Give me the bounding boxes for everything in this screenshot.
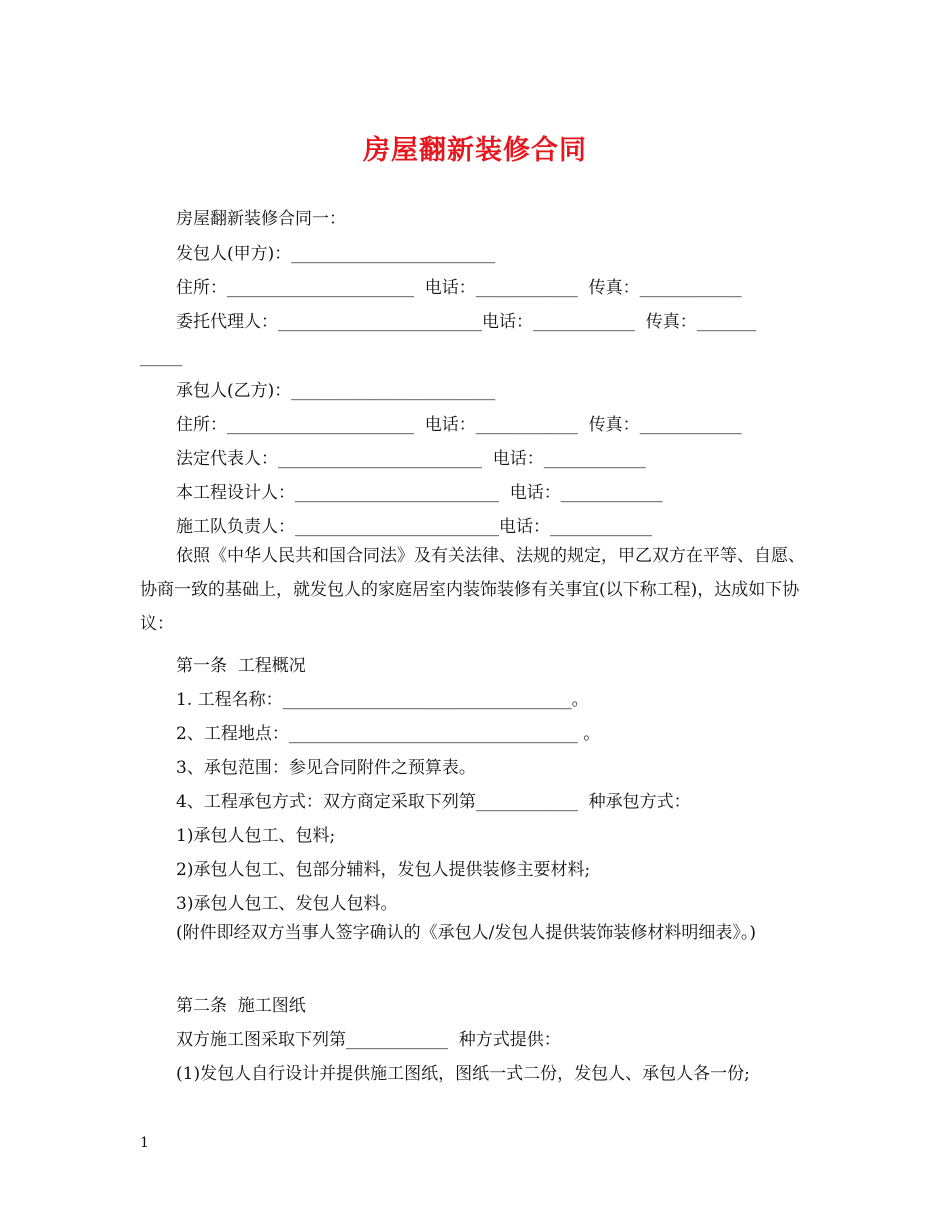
agent-line-continued: _____ (140, 347, 183, 367)
attachment-note: (附件即经双方当事人签字确认的《承包人/发包人提供装饰装修材料明细表》。) (176, 923, 756, 943)
item-project-name: 1. 工程名称：__________________________________。 (176, 690, 589, 710)
drawing-option-1: (1)发包人自行设计并提供施工图纸，图纸一式二份，发包人、承包人各一份; (176, 1064, 750, 1084)
party-b-line: 承包人(乙方)：________________________ (176, 381, 496, 401)
article-2-heading: 第二条 施工图纸 (176, 996, 306, 1016)
item-contract-method: 4、工程承包方式：双方商定采取下列第____________ 种承包方式： (176, 792, 691, 812)
intro-paragraph: 依照《中华人民共和国合同法》及有关法律、法规的规定，甲乙双方在平等、自愿、协商一致的基础上，就发包人的家庭居室内装饰装修有关事宜(以下称工程)，达成如下协议： (140, 546, 805, 634)
legal-rep-line: 法定代表人：________________________ 电话：____________ (176, 449, 646, 469)
drawing-method-line: 双方施工图采取下列第____________ 种方式提供： (176, 1030, 561, 1050)
item-project-location: 2、工程地点：__________________________________ 。 (176, 724, 601, 744)
party-a-line: 发包人(甲方)：________________________ (176, 244, 496, 264)
option-3: 3)承包人包工、发包人包料。 (176, 894, 398, 914)
agent-line: 委托代理人：________________________电话：____________ 传真：_______ (176, 312, 757, 332)
designer-line: 本工程设计人：________________________ 电话：____________ (176, 483, 663, 503)
party-b-address-line: 住所：______________________ 电话：____________ 传真：____________ (176, 415, 742, 435)
team-leader-line: 施工队负责人：________________________电话：____________ (176, 517, 652, 537)
page-number: 1 (140, 1135, 149, 1151)
party-a-address-line: 住所：______________________ 电话：____________ 传真：____________ (176, 278, 742, 298)
contract-subtitle: 房屋翻新装修合同一： (176, 209, 346, 229)
option-1: 1)承包人包工、包料; (176, 826, 336, 846)
option-2: 2)承包人包工、包部分辅料，发包人提供装修主要材料; (176, 860, 591, 880)
item-scope: 3、承包范围：参见合同附件之预算表。 (176, 758, 476, 778)
document-title: 房屋翻新装修合同 (363, 135, 587, 166)
article-1-heading: 第一条 工程概况 (176, 656, 306, 676)
